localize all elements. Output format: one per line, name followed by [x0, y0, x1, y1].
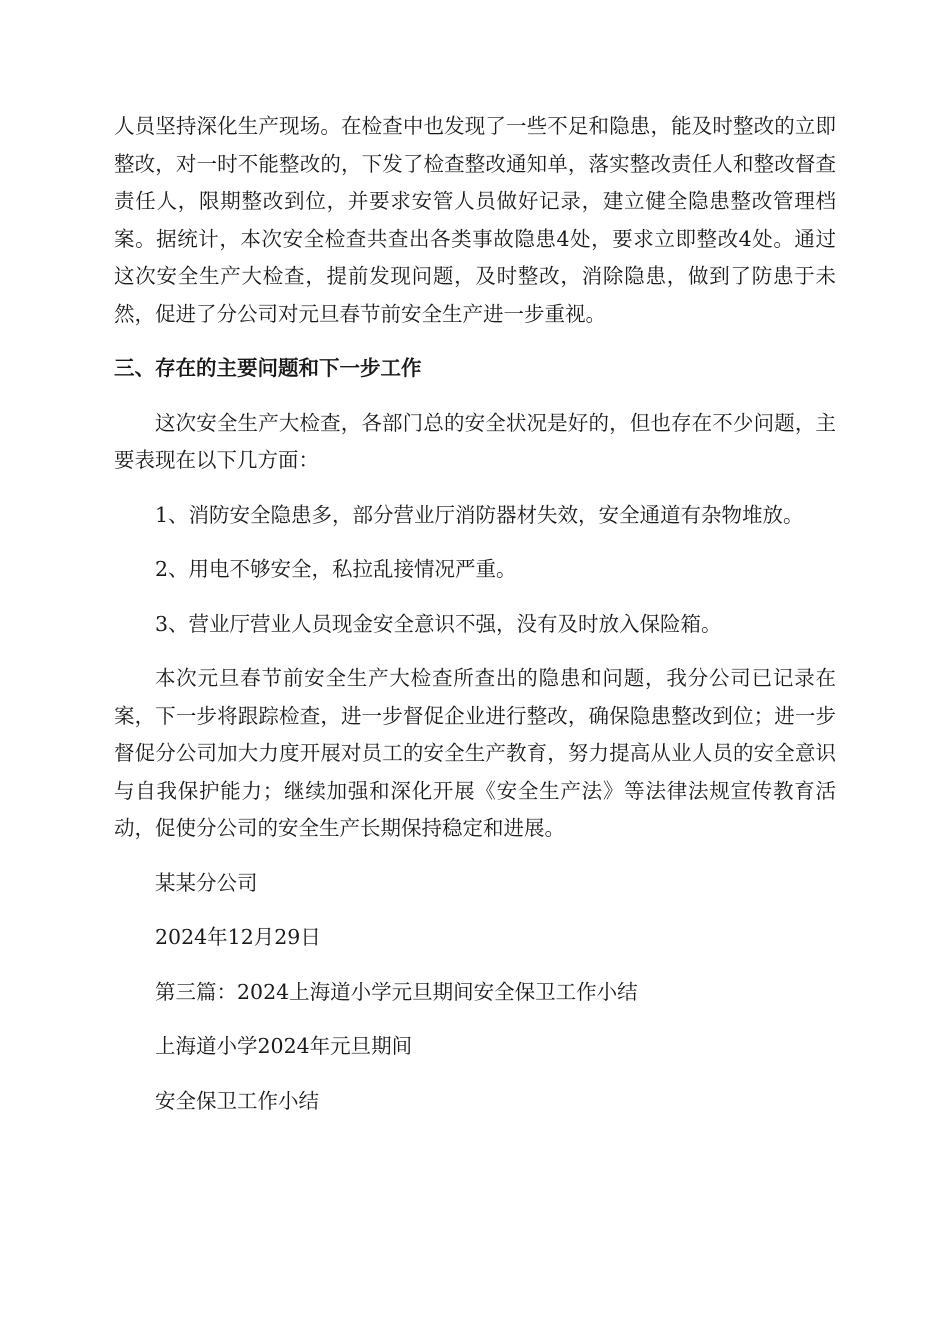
- issue-item-3: 3、营业厅营业人员现金安全意识不强，没有及时放入保险箱。: [155, 611, 722, 636]
- section-heading: 三、存在的主要问题和下一步工作: [114, 356, 422, 380]
- next-article-title: 第三篇：2024上海道小学元旦期间安全保卫工作小结: [155, 979, 638, 1004]
- next-article-line-1: 上海道小学2024年元旦期间: [155, 1034, 413, 1058]
- issue-item-1: 1、消防安全隐患多，部分营业厅消防器材失效，安全通道有杂物堆放。: [155, 502, 804, 527]
- issue-item-2: 2、用电不够安全，私拉乱接情况严重。: [155, 557, 517, 581]
- document-page: [114, 108, 836, 1137]
- continued-paragraph: 人员坚持深化生产现场。在检查中也发现了一些不足和隐患，能及时整改的立即整改，对一时不能整改的，下发了检查整改通知单，落实整改责任人和整改督查责任人，限期整改到位，并要求安管人员做好记录，建立健全隐患整改管理档案。据统计，本次安全检查共查出各类事故隐患4处，要求立即整改4处。通过这次安全生产大检查，提前发现问题，及时整改，消除隐患，做到了防患于未然，促进了分公司对元旦春节前安全生产进一步重视。: [114, 114, 836, 326]
- next-steps-paragraph: 本次元旦春节前安全生产大检查所查出的隐患和问题，我分公司已记录在案，下一步将跟踪检查，进一步督促企业进行整改，确保隐患整改到位；进一步督促分公司加大力度开展对员工的安全生产教育，努力提高从业人员的安全意识与自我保护能力；继续加强和深化开展《安全生产法》等法律法规宣传教育活动，促使分公司的安全生产长期保持稳定和进展。: [114, 666, 836, 840]
- next-article-line-2: 安全保卫工作小结: [155, 1088, 319, 1113]
- intro-paragraph: 这次安全生产大检查，各部门总的安全状况是好的，但也存在不少问题，主要表现在以下几方面：: [114, 410, 836, 472]
- date: 2024年12月29日: [155, 925, 321, 949]
- signature: 某某分公司: [155, 870, 258, 895]
